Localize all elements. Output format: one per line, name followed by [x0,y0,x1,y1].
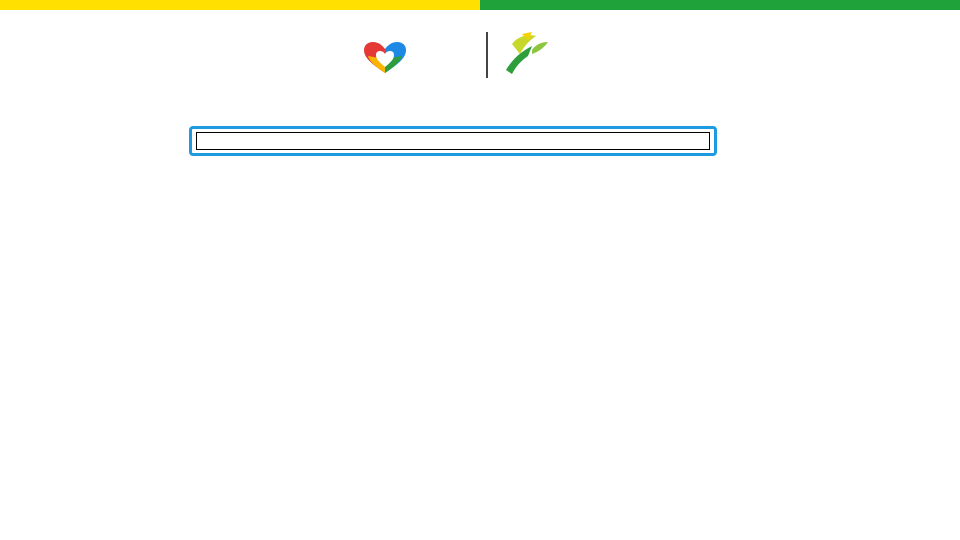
top-color-bar [0,0,960,10]
gobernacion-heart-logo [362,41,408,75]
page-title [196,132,710,150]
logo-divider [486,32,488,78]
header-logos [360,26,610,84]
title-frame [189,126,717,156]
ids-leaf-logo [502,30,552,76]
body-text [56,218,906,239]
top-bar-yellow [0,0,480,10]
bottom-color-bar [0,529,960,540]
top-bar-green [480,0,960,10]
